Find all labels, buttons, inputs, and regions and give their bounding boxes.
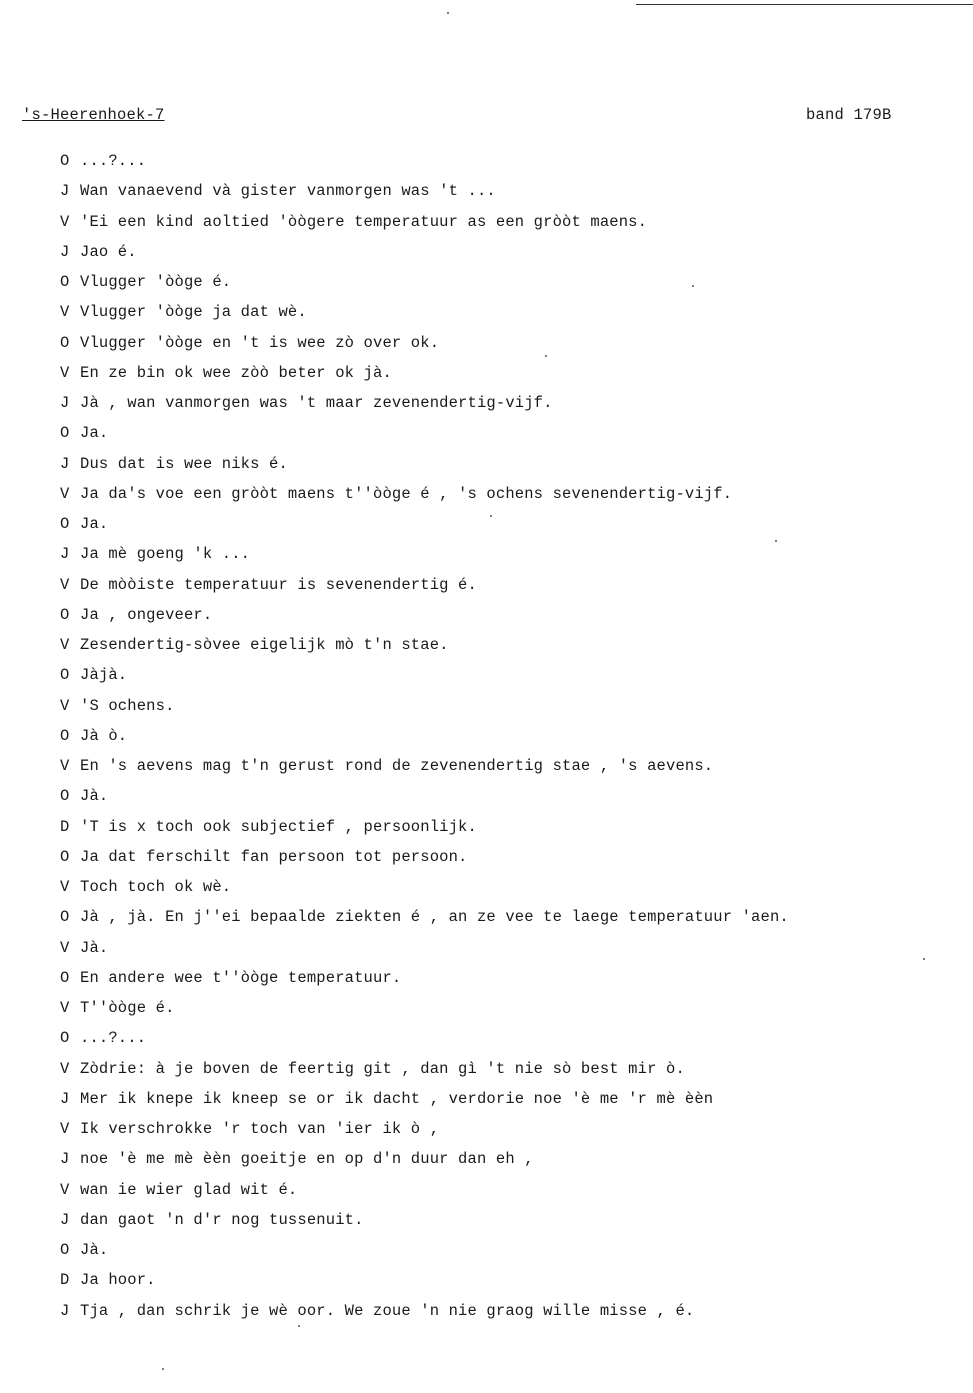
transcript-line	[60, 630, 960, 660]
utterance-text: Jà.	[80, 1241, 109, 1259]
transcript-line	[60, 509, 960, 539]
speaker-code: O	[60, 424, 70, 443]
utterance-text: Tja , dan schrik je wè oor. We zoue 'n nie graog wille misse , é.	[80, 1301, 695, 1320]
transcript-line	[60, 418, 960, 448]
transcript-line	[60, 237, 960, 267]
transcript-line	[60, 600, 960, 630]
speaker-code: J	[60, 545, 70, 564]
transcript-line	[60, 812, 960, 842]
transcript-line	[60, 660, 960, 690]
band-label: band 179B	[806, 106, 892, 124]
transcript-line	[60, 1175, 960, 1205]
utterance-text: Vlugger 'òòge ja dat wè.	[80, 303, 307, 322]
utterance-text: Dus dat is wee niks é.	[80, 454, 288, 473]
speaker-code: J	[60, 1089, 70, 1108]
transcript-line	[60, 176, 960, 206]
utterance-text: Jao é.	[80, 242, 137, 261]
transcript-line	[60, 933, 960, 963]
speaker-code: O	[60, 515, 70, 533]
transcript-line	[60, 1296, 960, 1326]
utterance-text: T''òòge é.	[80, 999, 175, 1017]
speaker-code: D	[60, 817, 70, 836]
speaker-code: J	[60, 1210, 70, 1229]
transcript-line	[60, 388, 960, 418]
transcript-line	[60, 479, 960, 509]
speaker-code: O	[60, 605, 70, 624]
transcript-line	[60, 1144, 960, 1174]
speaker-code: V	[60, 1059, 70, 1078]
transcript	[60, 146, 960, 1326]
utterance-text: Ja hoor.	[80, 1271, 156, 1290]
transcript-line	[60, 993, 960, 1023]
utterance-text: Vlugger 'òòge é.	[80, 273, 232, 291]
utterance-text: 'Ei een kind aoltied 'òògere temperatuur as een gròòt maens.	[80, 212, 648, 231]
transcript-line	[60, 902, 960, 932]
utterance-text: Jà , jà. En j''ei bepaalde ziekten é , an ze vee te laege temperatuur 'aen.	[80, 908, 789, 927]
utterance-text: Wan vanaevend và gister vanmorgen was 't ...	[80, 182, 496, 201]
scan-speck	[162, 1368, 164, 1370]
scan-speck	[490, 515, 492, 517]
speaker-code: J	[60, 394, 70, 412]
transcript-line	[60, 781, 960, 811]
utterance-text: En 's aevens mag t'n gerust rond de zevenendertig stae , 's aevens.	[80, 757, 714, 775]
transcript-line	[60, 449, 960, 479]
transcript-line	[60, 842, 960, 872]
scan-speck	[775, 540, 777, 542]
speaker-code: O	[60, 908, 70, 927]
scan-speck	[447, 12, 449, 14]
speaker-code: O	[60, 787, 70, 806]
utterance-text: En andere wee t''òòge temperatuur.	[80, 968, 402, 987]
speaker-code: V	[60, 575, 70, 594]
utterance-text: Mer ik knepe ik kneep se or ik dacht , verdorie noe 'è me 'r mè èèn	[80, 1089, 714, 1108]
speaker-code: V	[60, 878, 70, 896]
speaker-code: O	[60, 666, 70, 685]
utterance-text: Toch toch ok wè.	[80, 878, 232, 896]
transcript-line	[60, 963, 960, 993]
page-location-header: 's-Heerenhoek-7	[22, 106, 165, 124]
transcript-line	[60, 872, 960, 902]
top-rule	[636, 4, 973, 5]
speaker-code: V	[60, 363, 70, 382]
speaker-code: J	[60, 242, 70, 261]
transcript-line	[60, 358, 960, 388]
utterance-text: ...?...	[80, 152, 147, 170]
speaker-code: V	[60, 757, 70, 775]
utterance-text: Ik verschrokke 'r toch van 'ier ik ò ,	[80, 1120, 440, 1138]
utterance-text: Ja mè goeng 'k ...	[80, 545, 251, 564]
utterance-text: Ja , ongeveer.	[80, 605, 213, 624]
transcript-line	[60, 1265, 960, 1295]
transcript-line	[60, 721, 960, 751]
speaker-code: O	[60, 273, 70, 291]
speaker-code: O	[60, 847, 70, 866]
utterance-text: Ja dat ferschilt fan persoon tot persoon.	[80, 847, 468, 866]
transcript-line	[60, 691, 960, 721]
utterance-text: Jàjà.	[80, 666, 128, 685]
utterance-text: Vlugger 'òòge en 't is wee zò over ok.	[80, 333, 440, 352]
utterance-text: dan gaot 'n d'r nog tussenuit.	[80, 1210, 364, 1229]
transcript-line	[60, 751, 960, 781]
utterance-text: Jà.	[80, 787, 109, 806]
speaker-code: V	[60, 696, 70, 715]
speaker-code: J	[60, 1301, 70, 1320]
transcript-line	[60, 570, 960, 600]
speaker-code: J	[60, 182, 70, 201]
speaker-code: V	[60, 938, 70, 957]
transcript-line	[60, 1084, 960, 1114]
speaker-code: V	[60, 484, 70, 503]
transcript-line	[60, 1205, 960, 1235]
speaker-code: J	[60, 454, 70, 473]
transcript-line	[60, 1114, 960, 1144]
speaker-code: V	[60, 212, 70, 231]
transcript-line	[60, 1054, 960, 1084]
utterance-text: En ze bin ok wee zòò beter ok jà.	[80, 363, 392, 382]
scan-speck	[298, 1325, 300, 1327]
utterance-text: Ja.	[80, 515, 109, 533]
utterance-text: Ja.	[80, 424, 109, 443]
utterance-text: Jà , wan vanmorgen was 't maar zevenendertig-vijf.	[80, 394, 553, 412]
scan-speck	[692, 285, 694, 287]
utterance-text: ...?...	[80, 1029, 147, 1048]
transcript-line	[60, 539, 960, 569]
transcript-line	[60, 297, 960, 327]
speaker-code: V	[60, 1120, 70, 1138]
speaker-code: O	[60, 1241, 70, 1259]
speaker-code: J	[60, 1150, 70, 1169]
utterance-text: Zesendertig-sòvee eigelijk mò t'n stae.	[80, 636, 449, 654]
utterance-text: 'S ochens.	[80, 696, 175, 715]
speaker-code: O	[60, 726, 70, 745]
speaker-code: D	[60, 1271, 70, 1290]
transcript-line	[60, 1235, 960, 1265]
speaker-code: O	[60, 968, 70, 987]
speaker-code: V	[60, 303, 70, 322]
utterance-text: 'T is x toch ook subjectief , persoonlijk.	[80, 817, 477, 836]
utterance-text: noe 'è me mè èèn goeitje en op d'n duur dan eh ,	[80, 1150, 534, 1169]
transcript-line	[60, 267, 960, 297]
transcript-line	[60, 328, 960, 358]
utterance-text: Zòdrie: à je boven de feertig git , dan gì 't nie sò best mir ò.	[80, 1059, 685, 1078]
transcript-line	[60, 207, 960, 237]
speaker-code: O	[60, 1029, 70, 1048]
transcript-line	[60, 1023, 960, 1053]
scan-speck	[545, 355, 547, 357]
scan-speck	[923, 958, 925, 960]
speaker-code: O	[60, 333, 70, 352]
utterance-text: Ja da's voe een gròòt maens t''òòge é , 's ochens sevenendertig-vijf.	[80, 484, 733, 503]
utterance-text: De mòòiste temperatuur is sevenendertig é.	[80, 575, 477, 594]
utterance-text: wan ie wier glad wit é.	[80, 1180, 298, 1199]
utterance-text: Jà.	[80, 938, 109, 957]
speaker-code: V	[60, 1180, 70, 1199]
speaker-code: O	[60, 152, 70, 170]
utterance-text: Jà ò.	[80, 726, 128, 745]
speaker-code: V	[60, 636, 70, 654]
transcript-line	[60, 146, 960, 176]
speaker-code: V	[60, 999, 70, 1017]
